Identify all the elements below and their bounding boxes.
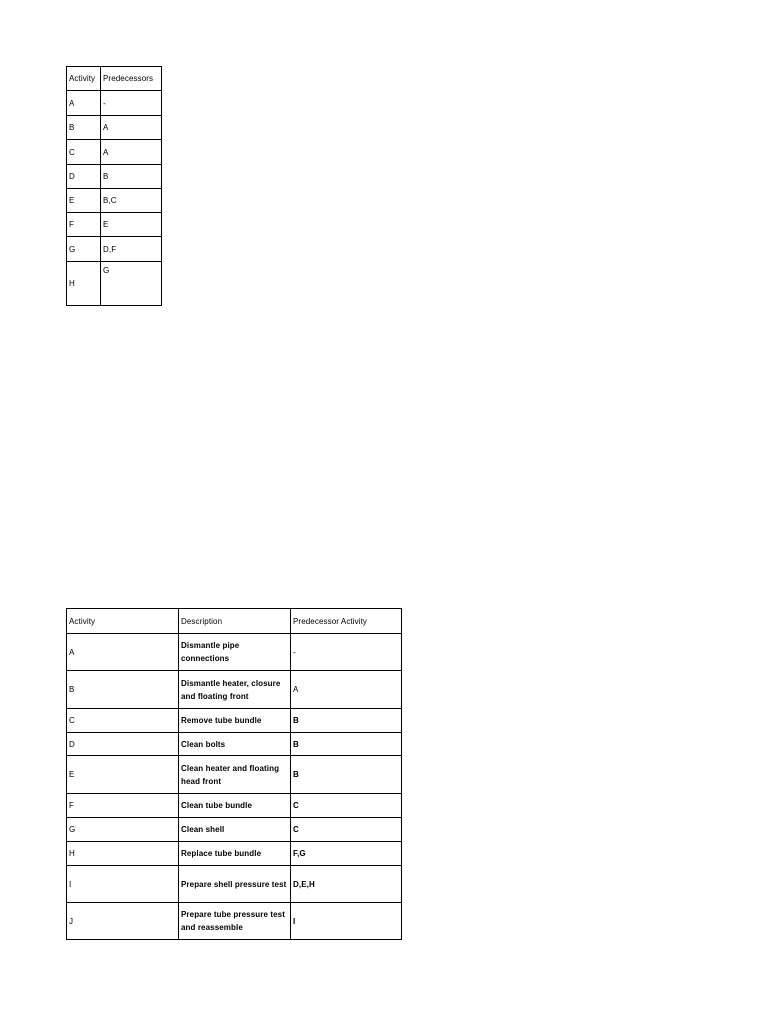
header-activity: Activity [67,67,101,91]
predecessor-cell: B [101,165,162,189]
predecessor-cell: B [291,733,402,756]
activity-cell: C [67,140,101,165]
table-row [67,262,162,306]
predecessor-cell: G [101,262,162,306]
predecessor-cell: C [291,818,402,842]
activity-cell: I [67,866,179,903]
header-predecessors: Predecessors [101,67,162,91]
predecessor-cell: I [291,903,402,940]
description-cell: Prepare shell pressure test [179,866,291,903]
predecessor-cell: - [101,91,162,116]
activity-cell: H [67,842,179,866]
activity-cell: B [67,116,101,140]
table-row [67,213,162,237]
activity-cell: A [67,634,179,671]
predecessor-cell: A [291,671,402,709]
activity-cell: A [67,91,101,116]
activity-cell: E [67,189,101,213]
predecessor-cell: C [291,794,402,818]
predecessor-cell: B [291,709,402,733]
activity-cell: F [67,213,101,237]
table-row [67,116,162,140]
activity-cell: B [67,671,179,709]
predecessor-cell: - [291,634,402,671]
table-row [67,140,162,165]
predecessor-cell: D,F [101,237,162,262]
description-cell: Dismantle heater, closure and floating front [179,671,291,709]
description-cell: Prepare tube pressure test and reassemble [179,903,291,940]
description-cell: Dismantle pipe connections [179,634,291,671]
predecessor-cell: B,C [101,189,162,213]
activity-cell: F [67,794,179,818]
description-cell: Clean shell [179,818,291,842]
predecessor-cell: A [101,116,162,140]
table-header-row [67,67,162,91]
table-row [67,818,402,842]
table-row [67,842,402,866]
table-row [67,709,402,733]
table-row [67,189,162,213]
predecessor-cell: F,G [291,842,402,866]
table-row [67,165,162,189]
activity-cell: D [67,165,101,189]
table-row [67,91,162,116]
activity-predecessors-table [66,66,162,306]
description-cell: Remove tube bundle [179,709,291,733]
activity-cell: G [67,818,179,842]
activity-cell: H [67,262,101,306]
activity-cell: E [67,756,179,794]
activity-cell: D [67,733,179,756]
table-row [67,634,402,671]
activity-cell: J [67,903,179,940]
header-predecessor-activity: Predecessor Activity [291,609,402,634]
table-row [67,671,402,709]
table-row [67,903,402,940]
table-row [67,866,402,903]
table-header-row [67,609,402,634]
table-row [67,794,402,818]
predecessor-cell: B [291,756,402,794]
activity-cell: C [67,709,179,733]
description-cell: Replace tube bundle [179,842,291,866]
header-activity: Activity [67,609,179,634]
table-row [67,756,402,794]
table-row [67,733,402,756]
activity-description-table [66,608,402,940]
header-description: Description [179,609,291,634]
activity-cell: G [67,237,101,262]
table-row [67,237,162,262]
predecessor-cell: E [101,213,162,237]
description-cell: Clean tube bundle [179,794,291,818]
predecessor-cell: D,E,H [291,866,402,903]
description-cell: Clean bolts [179,733,291,756]
predecessor-cell: A [101,140,162,165]
description-cell: Clean heater and floating head front [179,756,291,794]
